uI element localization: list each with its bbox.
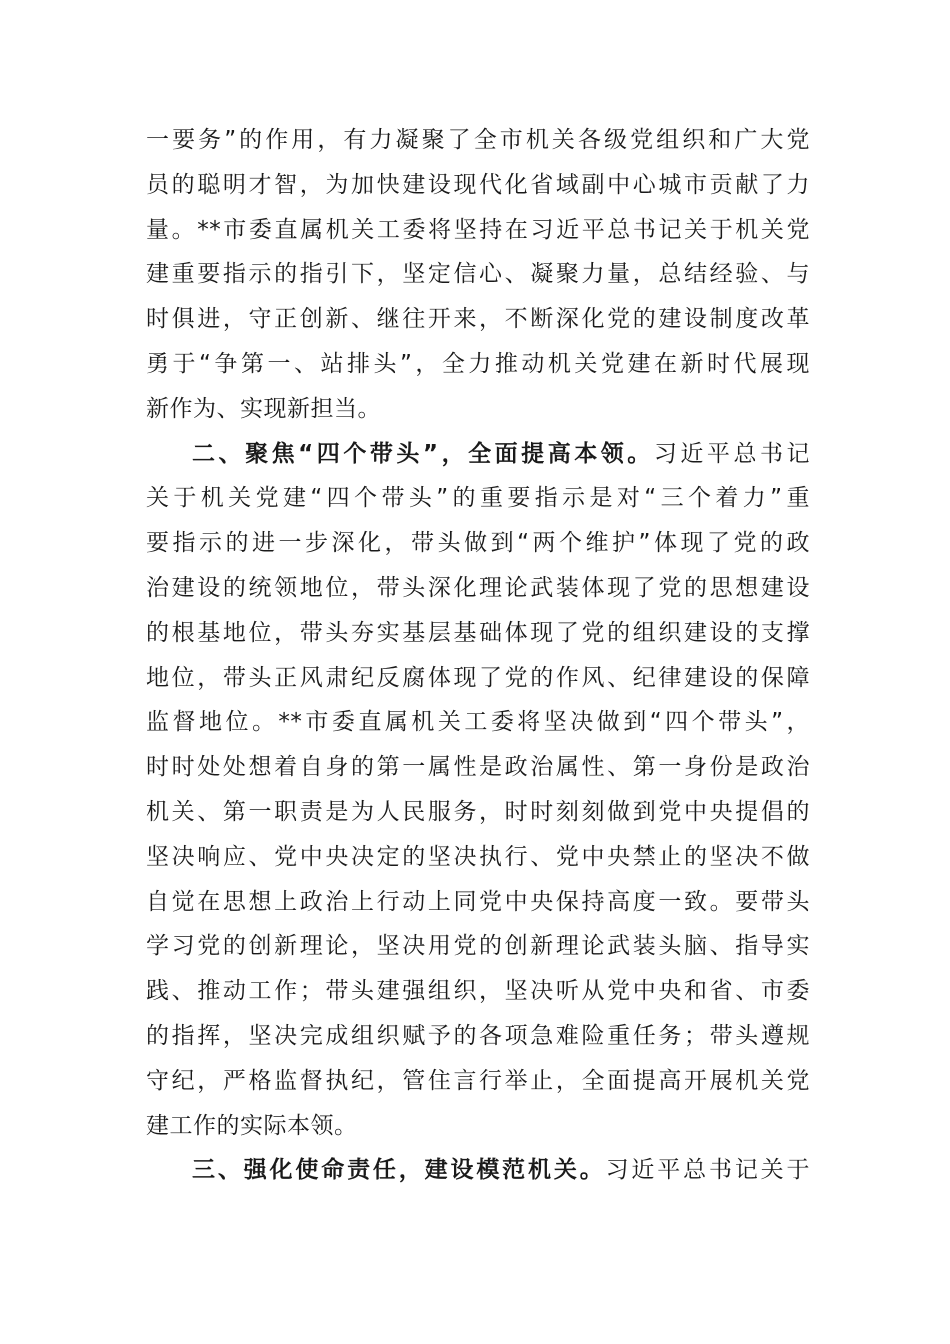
text-line xyxy=(146,1059,810,1104)
line-text: 时俱进，守正创新、继往开来，不断深化党的建设制度改革 xyxy=(146,306,810,333)
line-text: 的指挥，坚决完成组织赋予的各项急难险重任务；带头遵规 xyxy=(146,1022,810,1049)
line-text: 坚决响应、党中央决定的坚决执行、党中央禁止的坚决不做 xyxy=(146,843,810,870)
text-line xyxy=(146,118,810,163)
line-text: 员的聪明才智，为加快建设现代化省域副中心城市贡献了力 xyxy=(146,171,810,198)
text-line xyxy=(146,924,810,969)
line-text: 的根基地位，带头夯实基层基础体现了党的组织建设的支撑 xyxy=(146,619,810,646)
line-text: 习近平总书记关于 xyxy=(605,1157,811,1184)
section-heading: 二、聚焦“四个带头”，全面提高本领。 xyxy=(192,440,654,467)
line-text: 要指示的进一步深化，带头做到“两个维护”体现了党的政 xyxy=(146,530,810,557)
line-text: 践、推动工作；带头建强组织，坚决听从党中央和省、市委 xyxy=(146,978,810,1005)
line-text: 关于机关党建“四个带头”的重要指示是对“三个着力”重 xyxy=(146,485,810,512)
text-line xyxy=(146,1014,810,1059)
text-line xyxy=(146,387,810,432)
line-text: 新作为、实现新担当。 xyxy=(146,395,381,422)
text-line xyxy=(146,297,810,342)
text-line xyxy=(146,656,810,701)
line-text: 习近平总书记 xyxy=(653,440,811,467)
text-line xyxy=(146,252,810,297)
text-line xyxy=(146,790,810,835)
line-text: 治建设的统领地位，带头深化理论武装体现了党的思想建设 xyxy=(146,574,810,601)
text-line xyxy=(146,521,810,566)
text-line xyxy=(146,208,810,253)
text-line xyxy=(146,745,810,790)
line-text: 一要务”的作用，有力凝聚了全市机关各级党组织和广大党 xyxy=(146,127,810,153)
line-text: 地位，带头正风肃纪反腐体现了党的作风、纪律建设的保障 xyxy=(146,664,810,691)
text-line xyxy=(146,476,810,521)
line-text: 学习党的创新理论，坚决用党的创新理论武装头脑、指导实 xyxy=(146,933,810,960)
section-heading-line xyxy=(146,432,810,477)
text-line xyxy=(146,566,810,611)
line-text: 勇于“争第一、站排头”，全力推动机关党建在新时代展现 xyxy=(146,350,810,377)
section-heading-line xyxy=(146,1148,810,1193)
line-text: 监督地位。**市委直属机关工委将坚决做到“四个带头”， xyxy=(146,709,810,736)
text-line xyxy=(146,969,810,1014)
line-text: 守纪，严格监督执纪，管住言行举止，全面提高开展机关党 xyxy=(146,1067,810,1094)
line-text: 建工作的实际本领。 xyxy=(146,1112,358,1139)
section-heading: 三、强化使命责任，建设模范机关。 xyxy=(192,1157,606,1184)
line-text: 时时处处想着自身的第一属性是政治属性、第一身份是政治 xyxy=(146,754,810,781)
body-text xyxy=(146,118,810,1193)
line-text: 量。**市委直属机关工委将坚持在习近平总书记关于机关党 xyxy=(146,216,810,243)
text-line xyxy=(146,611,810,656)
text-line xyxy=(146,700,810,745)
text-line xyxy=(146,163,810,208)
text-line xyxy=(146,880,810,925)
text-line xyxy=(146,1104,810,1149)
line-text: 机关、第一职责是为人民服务，时时刻刻做到党中央提倡的 xyxy=(146,798,810,825)
line-text: 自觉在思想上政治上行动上同党中央保持高度一致。要带头 xyxy=(146,888,810,915)
line-text: 建重要指示的指引下，坚定信心、凝聚力量，总结经验、与 xyxy=(146,261,810,288)
text-line xyxy=(146,835,810,880)
text-line xyxy=(146,342,810,387)
